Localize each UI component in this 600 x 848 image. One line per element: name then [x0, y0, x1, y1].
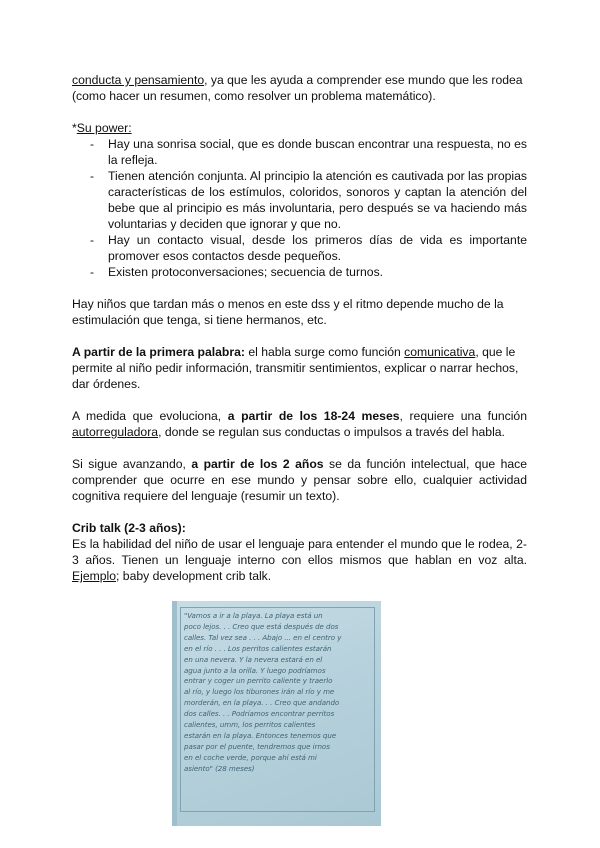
list-item-text: Existen protoconversaciones; secuencia de turnos.: [108, 265, 384, 279]
list-item: [90, 136, 527, 168]
power-heading: [72, 120, 527, 136]
crib-talk-paragraph: [72, 536, 527, 584]
quote-line: "Vamos a ir a la playa. La playa está un: [184, 611, 323, 620]
quote-line: asiento" (28 meses): [184, 763, 255, 773]
list-item-text: Hay un contacto visual, desde los primeros días de vida es importante promover esos contactos desde pequeños.: [108, 233, 527, 263]
first-word-text-end: , que le permite al niño pedir información, transmitir sentimientos, explicar o narrar hechos, dar órdenes.: [72, 345, 519, 391]
years-text-end: se da función intelectual, que hace comprender que ocurre en ese mundo y pensar sobre ello, cualquier actividad cognitiva requiere del lenguaje (resumir un texto).: [72, 457, 527, 503]
months-underlined: autorreguladora: [72, 425, 159, 439]
months-text-end: , donde se regulan sus conductas o impulsos a través del habla.: [158, 425, 505, 439]
months-text-mid: , requiere una función: [399, 409, 527, 423]
crib-talk-heading: Crib talk (2-3 años):: [72, 521, 186, 535]
list-item: [90, 232, 527, 264]
dash-bullet: -: [90, 169, 95, 183]
photo-edge: [172, 601, 177, 826]
quote-line: dos calles. . . Podríamos encontrar perritos: [184, 709, 335, 719]
list-item-text: Hay una sonrisa social, que es donde buscan encontrar una respuesta, no es la refleja.: [108, 137, 527, 167]
quote-line: en una nevera. Y la nevera estará en el: [184, 654, 323, 664]
years-paragraph: [72, 456, 527, 504]
document-page: [72, 72, 527, 584]
quote-line: calles. Tal vez sea . . . Abajo ... en el centro y: [184, 632, 342, 642]
intro-text-line2: (como hacer un resumen, como resolver un problema matemático).: [72, 89, 436, 103]
quote-photo: [172, 601, 381, 826]
months-paragraph: [72, 408, 527, 440]
years-text: Si sigue avanzando,: [72, 457, 192, 471]
quote-line: morderán, en la playa. . . Creo que andando: [184, 698, 340, 708]
quote-line: al río, y luego los tiburones irán al río y me: [184, 687, 335, 697]
first-word-paragraph: [72, 344, 527, 392]
photo-quote-text: [184, 611, 373, 775]
list-item-text: Tienen atención conjunta. Al principio la atención es cautivada por las propias características de los estímulos, coloridos, sonoros y captan la atención del bebe que al principio es más involuntaria, pero después se va haciendo más voluntarias y deciden que ignorar y que no.: [108, 169, 527, 231]
quote-line: agua junto a la orilla. Y luego podríamos: [184, 665, 326, 675]
quote-line: pasar por el puente, tendremos que irnos: [184, 741, 330, 751]
months-text: A medida que evoluciona,: [72, 409, 228, 423]
crib-talk-text: Es la habilidad del niño de usar el lenguaje para entender el mundo que le rodea, 2-3 años. Tienen un lenguaje interno con ellos mismos que hablan en voz alta.: [72, 537, 527, 567]
quote-line: poco lejos. . . Creo que está después de dos: [184, 621, 339, 631]
intro-paragraph: [72, 72, 527, 104]
dash-bullet: -: [90, 233, 95, 247]
intro-text: , ya que les ayuda a comprender ese mundo que les rodea: [204, 73, 523, 87]
power-list: [72, 136, 527, 280]
first-word-underlined: comunicativa: [404, 345, 476, 359]
power-asterisk: *: [72, 121, 77, 135]
quote-line: calientes, umm, los perritos calientes: [184, 720, 316, 730]
rhythm-paragraph: Hay niños que tardan más o menos en este dss y el ritmo depende mucho de la estimulación que tenga, si tiene hermanos, etc.: [72, 297, 504, 327]
dash-bullet: -: [90, 265, 95, 279]
quote-line: estarán en la playa. Entonces tenemos que: [184, 730, 337, 740]
power-title: Su power:: [76, 121, 132, 135]
crib-talk-text-end: ; baby development crib talk.: [116, 569, 272, 583]
years-bold: a partir de los 2 años: [191, 457, 324, 471]
quote-line: en el río . . . Los perritos calientes estarán: [184, 643, 332, 653]
list-item: [90, 264, 527, 280]
dash-bullet: -: [90, 137, 95, 151]
quote-line: entrar y coger un perrito caliente y traerlo: [184, 676, 333, 686]
months-bold: a partir de los 18-24 meses: [227, 409, 400, 423]
intro-underlined-term: conducta y pensamiento: [72, 73, 205, 87]
list-item: [90, 168, 527, 232]
first-word-text: el habla surge como función: [244, 345, 405, 359]
photo-background: [172, 601, 381, 826]
crib-talk-example-label: Ejemplo: [72, 569, 117, 583]
quote-line: en el coche verde, porque ahí está mi: [184, 752, 317, 762]
first-word-heading: A partir de la primera palabra:: [72, 345, 245, 359]
